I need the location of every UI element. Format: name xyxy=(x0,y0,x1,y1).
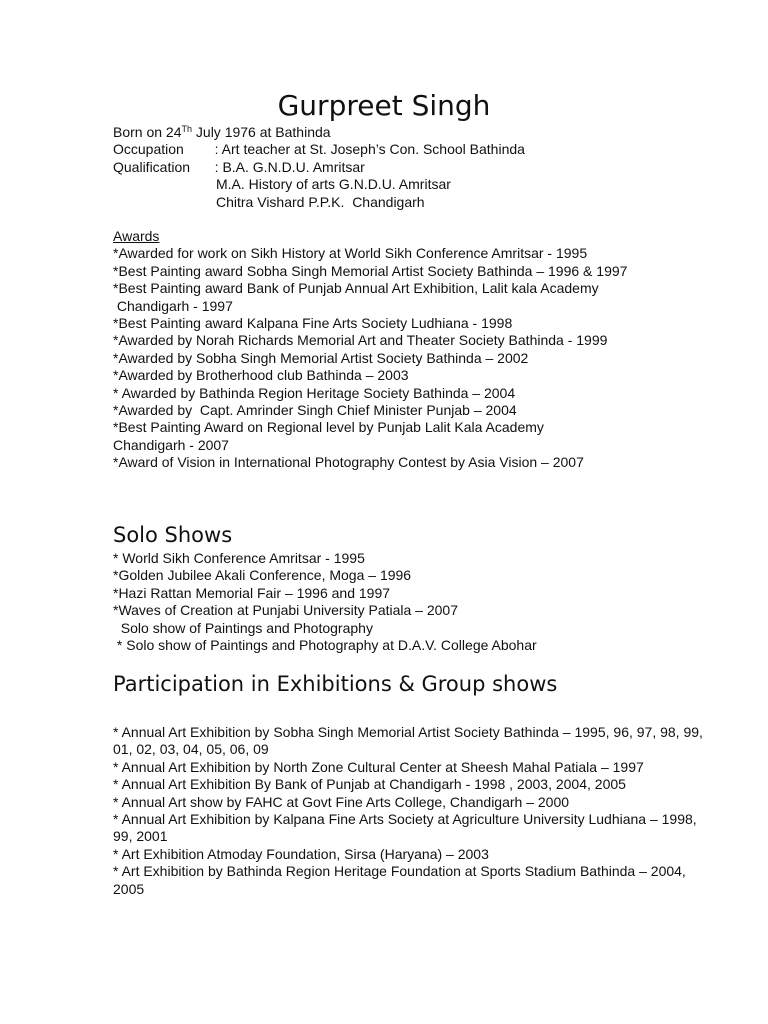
born-place-text: July 1976 at Bathinda xyxy=(192,124,331,140)
participation-section xyxy=(113,724,703,898)
award-item: *Awarded by Brotherhood club Bathinda – 2003 xyxy=(113,367,409,384)
personal-details xyxy=(113,124,713,211)
solo-show-item: Solo show of Paintings and Photography xyxy=(113,619,373,636)
awards-heading: Awards xyxy=(113,228,160,244)
award-item: *Best Painting award Kalpana Fine Arts Society Ludhiana - 1998 xyxy=(113,314,513,331)
award-item: Chandigarh - 1997 xyxy=(113,297,233,314)
award-item: *Awarded by Sobha Singh Memorial Artist Society Bathinda – 2002 xyxy=(113,349,529,366)
participation-item: * Annual Art Exhibition by North Zone Cultural Center at Sheesh Mahal Patiala – 1997 xyxy=(113,758,644,775)
award-item: *Awarded by Norah Richards Memorial Art and Theater Society Bathinda - 1999 xyxy=(113,332,608,349)
qualification-line-2: M.A. History of arts G.N.D.U. Amritsar xyxy=(216,176,451,193)
award-item: *Best Painting Award on Regional level by Punjab Lalit Kala Academy xyxy=(113,419,544,436)
born-text: Born on 24 xyxy=(113,124,182,140)
solo-show-item: * World Sikh Conference Amritsar - 1995 xyxy=(113,550,365,566)
occupation-line xyxy=(113,141,713,158)
solo-show-item: * Solo show of Paintings and Photography at D.A.V. College Abohar xyxy=(113,636,537,653)
award-item: *Best Painting award Bank of Punjab Annual Art Exhibition, Lalit kala Academy xyxy=(113,280,599,297)
participation-item: * Annual Art Exhibition by Kalpana Fine Arts Society at Agriculture University Ludhiana – 1998, 99, 2001 xyxy=(113,810,697,845)
award-item: *Awarded by Capt. Amrinder Singh Chief Minister Punjab – 2004 xyxy=(113,401,517,418)
participation-heading: Participation in Exhibitions & Group shows xyxy=(113,672,558,696)
solo-show-item: *Hazi Rattan Memorial Fair – 1996 and 1997 xyxy=(113,584,391,601)
qualification-value: : B.A. G.N.D.U. Amritsar xyxy=(203,158,365,175)
participation-item: * Annual Art Exhibition By Bank of Punjab at Chandigarh - 1998 , 2003, 2004, 2005 xyxy=(113,776,626,793)
awards-section xyxy=(113,228,713,471)
qualification-line-3: Chitra Vishard P.P.K. Chandigarh xyxy=(216,193,425,210)
occupation-value: : Art teacher at St. Joseph’s Con. School Bathinda xyxy=(203,141,525,158)
born-superscript: Th xyxy=(181,124,193,134)
award-item: Chandigarh - 2007 xyxy=(113,436,229,453)
participation-item: * Annual Art show by FAHC at Govt Fine Arts College, Chandigarh – 2000 xyxy=(113,793,570,810)
solo-show-item: *Waves of Creation at Punjabi University Patiala – 2007 xyxy=(113,602,458,619)
occupation-label: Occupation xyxy=(113,141,184,158)
solo-shows-section xyxy=(113,550,713,654)
born-line xyxy=(113,124,713,141)
award-item: *Best Painting award Sobha Singh Memorial Artist Society Bathinda – 1996 & 1997 xyxy=(113,262,628,279)
solo-shows-heading: Solo Shows xyxy=(113,523,233,547)
award-item: * Awarded by Bathinda Region Heritage Society Bathinda – 2004 xyxy=(113,384,516,401)
page-title: Gurpreet Singh xyxy=(277,89,491,122)
solo-show-item: *Golden Jubilee Akali Conference, Moga – 1996 xyxy=(113,567,412,584)
award-item: *Award of Vision in International Photography Contest by Asia Vision – 2007 xyxy=(113,454,584,471)
participation-item: * Art Exhibition by Bathinda Region Heritage Foundation at Sports Stadium Bathinda – 2004, 2005 xyxy=(113,863,686,897)
participation-item: * Art Exhibition Atmoday Foundation, Sirsa (Haryana) – 2003 xyxy=(113,845,489,862)
participation-item: * Annual Art Exhibition by Sobha Singh Memorial Artist Society Bathinda – 1995, 96, 97, 98, 99, 01, 02, 03, 04, 05, 06, 09 xyxy=(113,724,703,758)
qualification-label: Qualification xyxy=(113,158,191,175)
award-item: *Awarded for work on Sikh History at World Sikh Conference Amritsar - 1995 xyxy=(113,245,588,262)
qualification-line xyxy=(113,159,713,176)
